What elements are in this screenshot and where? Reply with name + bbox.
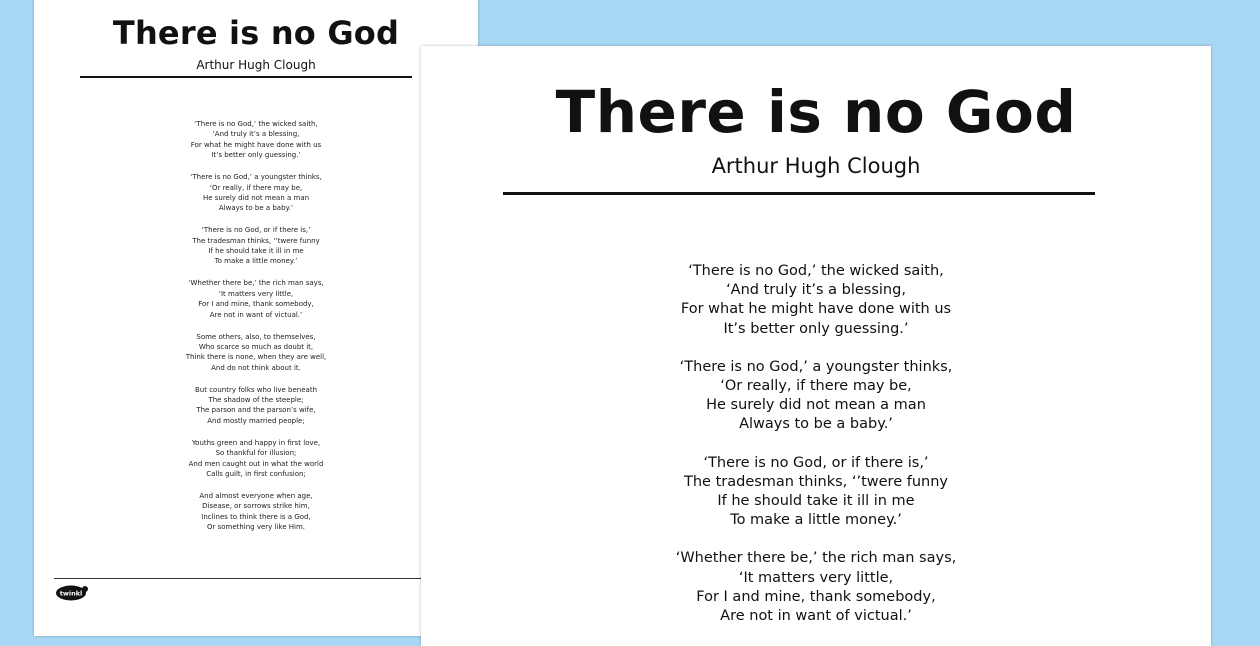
poem-line: ‘Whether there be,’ the rich man says, [188,279,324,288]
poem-line: Who scarce so much as doubt it, [198,342,314,351]
poem-line: For I and mine, thank somebody, [198,300,314,309]
poem-line: If he should take it ill in me [717,493,915,510]
poem-line: Are not in want of victual.’ [720,608,912,625]
stanza-3 [421,454,1211,531]
page-title: There is no God [555,78,1077,146]
page-author: Arthur Hugh Clough [711,154,921,178]
poem-line: And almost everyone when age, [199,491,313,500]
poem-body [421,262,1211,645]
poem-line: ‘Whether there be,’ the rich man says, [675,550,957,567]
stanza-1 [421,262,1211,339]
poem-line: To make a little money.’ [730,512,902,529]
logo-text: twinkl [59,589,83,598]
back-page-author: Arthur Hugh Clough [196,58,316,72]
back-stanza-1 [34,119,478,161]
title-divider [503,192,1095,195]
poem-line: Think there is none, when they are well, [185,353,327,362]
poem-line: And do not think about it. [211,363,301,372]
stanza-4 [421,549,1211,626]
poem-line: ‘It matters very little, [738,569,894,586]
poem-line: Inclines to think there is a God, [201,512,311,521]
back-page-title: There is no God [112,14,400,52]
poem-line: ‘It matters very little, [218,289,294,298]
poem-line: Disease, or sorrows strike him, [202,502,310,511]
poem-line: He surely did not mean a man [706,397,926,414]
back-stanza-3 [34,225,478,267]
poem-line: Calls guilt, in first confusion; [206,469,306,478]
poem-line: The parson and the parson’s wife, [196,406,316,415]
back-stanza-4 [34,278,478,320]
poem-line: Or something very like Him. [206,523,306,532]
poem-line: ‘And truly it’s a blessing, [726,282,906,299]
poem-line: ‘There is no God, or if there is,’ [703,454,929,471]
poem-line: For what he might have done with us [680,301,952,318]
poem-line: It’s better only guessing.’ [211,151,301,160]
poem-line: If he should take it ill in me [208,247,304,256]
poem-line: ‘There is no God,’ the wicked saith, [688,263,944,279]
poem-line: Youths green and happy in first love, [191,438,321,447]
back-worksheet-page [34,0,478,636]
poem-line: Always to be a baby.’ [218,204,294,213]
back-stanza-2 [34,172,478,214]
poem-line: But country folks who live beneath [194,385,318,394]
poem-line: The shadow of the steeple; [208,396,304,405]
poem-line: ‘Or really, if there may be, [720,378,912,395]
back-poem-body [34,119,478,544]
poem-line: ‘There is no God, or if there is,’ [201,226,311,235]
poem-line: So thankful for illusion; [215,449,297,458]
twinkl-logo [54,584,90,602]
poem-line: And men caught out in what the world [188,459,324,468]
poem-line: The tradesman thinks, ‘’twere funny [684,473,948,490]
back-stanza-7 [34,438,478,480]
poem-line: ‘There is no God,’ the wicked saith, [194,120,318,128]
poem-line: For what he might have done with us [190,140,322,149]
back-title-divider [80,76,412,78]
poem-line: ‘And truly it’s a blessing, [212,130,300,139]
poem-line: ‘There is no God,’ a youngster thinks, [190,173,322,182]
front-worksheet-page [421,46,1211,646]
back-stanza-5 [34,332,478,374]
poem-line: He surely did not mean a man [202,193,310,202]
poem-line: For I and mine, thank somebody, [696,588,936,605]
back-stanza-6 [34,385,478,427]
back-stanza-8 [34,491,478,533]
poem-line: ‘Or really, if there may be, [209,183,303,192]
poem-line: ‘There is no God,’ a youngster thinks, [679,358,953,375]
poem-line: And mostly married people; [207,416,305,425]
poem-line: Always to be a baby.’ [739,416,893,433]
stanza-2 [421,358,1211,435]
footer-divider [54,578,478,579]
poem-line: The tradesman thinks, ‘’twere funny [192,236,320,245]
poem-line: It’s better only guessing.’ [723,320,909,337]
poem-line: Some others, also, to themselves, [196,332,316,341]
poem-line: To make a little money.’ [214,257,298,266]
poem-line: Are not in want of victual.’ [209,310,303,319]
